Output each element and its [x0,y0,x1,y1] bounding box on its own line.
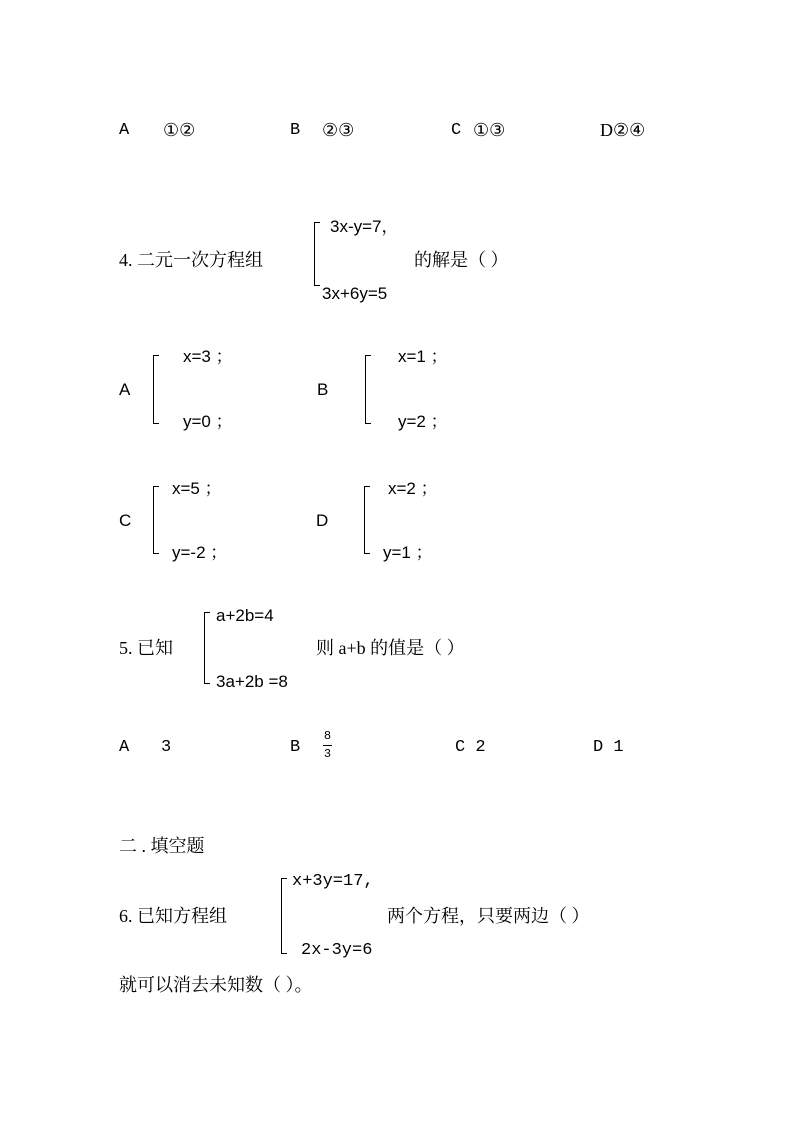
q6-suffix: 两个方程，只要两边（ ） [387,906,590,926]
q5-equation-2: 3a+2b =8 [216,672,288,691]
q6-equation-1: x+3y=17, [292,872,374,891]
q5-option-b-fraction [323,730,332,760]
q3-option-a-label: A [119,121,130,140]
q4-option-c-brace [153,486,154,554]
q5-equation-1: a+2b=4 [216,606,274,625]
q5-suffix: 则 a+b 的值是（ ） [316,638,465,658]
q4-option-c-y: y=-2 ； [172,543,228,562]
q4-option-a-y: y=0 ； [183,412,233,431]
q5-option-c: C 2 [455,738,486,757]
fraction-denominator: 3 [323,746,332,761]
q5-option-a-label: A [119,738,130,757]
q3-option-b-value: ②③ [322,120,355,140]
q4-option-b-label: B [317,380,329,399]
q4-option-b-brace [365,355,366,424]
q4-option-a-x: x=3 ； [183,347,233,366]
q3-option-b-label: B [290,121,301,140]
q4-option-d-brace [364,486,365,554]
q5-option-a-value: 3 [161,738,172,757]
q4-option-d-y: y=1 ； [383,543,433,562]
q4-option-c-x: x=5 ； [172,479,222,498]
q4-option-a-label: A [119,380,131,399]
q5-option-d: D 1 [593,738,624,757]
q4-option-b-y: y=2 ； [398,412,448,431]
q4-suffix: 的解是（ ） [414,250,509,270]
q3-option-c-value: ①③ [473,120,506,140]
q4-equation-1: 3x-y=7， [330,217,399,236]
q5-prefix: 5. 已知 [119,638,173,658]
q6-line-2: 就可以消去未知数（ ）。 [119,975,313,995]
section-2-title: 二 . 填空题 [119,836,205,856]
q6-brace [281,878,282,954]
q4-brace [314,222,315,286]
q4-option-b-x: x=1 ； [398,347,448,366]
q4-option-a-brace [153,355,154,424]
q3-option-c-label: C [451,121,462,140]
fraction-numerator: 8 [323,729,332,743]
q5-brace [204,612,205,684]
q4-option-c-label: C [119,511,132,530]
q4-option-d-x: x=2 ； [388,479,438,498]
q4-option-d-label: D [316,511,329,530]
q4-prefix: 4. 二元一次方程组 [119,250,263,270]
q6-prefix: 6. 已知方程组 [119,906,227,926]
q5-option-b-label: B [290,738,301,757]
q3-option-d: D②④ [600,120,646,140]
fraction-bar [323,745,332,746]
q4-equation-2: 3x+6y=5 [322,284,388,303]
q3-option-a-value: ①② [163,120,196,140]
q6-equation-2: 2x-3y=6 [301,941,373,960]
